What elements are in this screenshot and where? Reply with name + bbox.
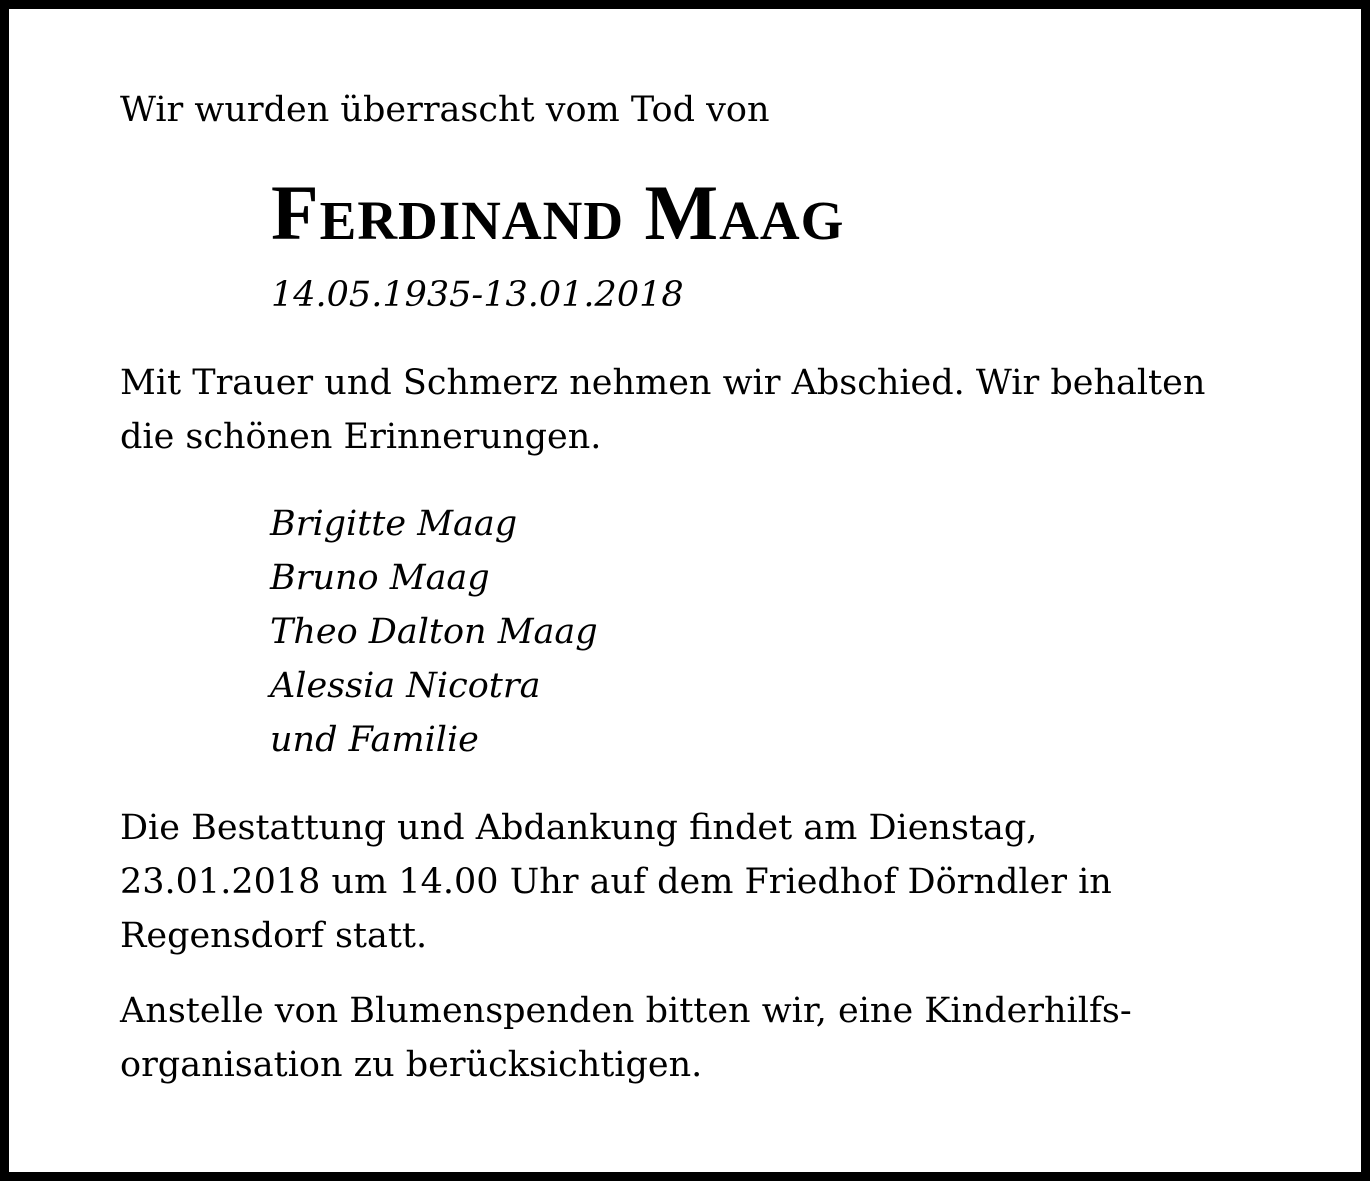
funeral-paragraph (120, 801, 1112, 963)
life-dates: 14.05.1935-13.01.2018 (271, 275, 684, 315)
donation-line: Anstelle von Blumenspenden bitten wir, eine Kinderhilfs- (120, 991, 1132, 1031)
intro-text: Wir wurden überrascht vom Tod von (120, 90, 770, 130)
signer-name: Brigitte Maag (270, 504, 518, 544)
donation-line: organisation zu berücksichtigen. (120, 1045, 703, 1085)
donation-paragraph (120, 984, 1132, 1092)
signer-name: Alessia Nicotra (270, 666, 541, 706)
signers-list (270, 497, 598, 767)
funeral-line: 23.01.2018 um 14.00 Uhr auf dem Friedhof Dörndler in (120, 862, 1112, 902)
signer-name: Theo Dalton Maag (270, 612, 598, 652)
signer-name: Bruno Maag (270, 558, 490, 598)
mourning-paragraph (120, 356, 1205, 464)
deceased-name: Ferdinand Maag (271, 169, 845, 256)
mourning-line: Mit Trauer und Schmerz nehmen wir Abschied. Wir behalten (120, 363, 1206, 403)
funeral-line: Die Bestattung und Abdankung findet am Dienstag, (120, 808, 1038, 848)
signer-name: und Familie (270, 720, 479, 760)
funeral-line: Regensdorf statt. (120, 916, 428, 956)
mourning-line: die schönen Erinnerungen. (120, 417, 602, 457)
